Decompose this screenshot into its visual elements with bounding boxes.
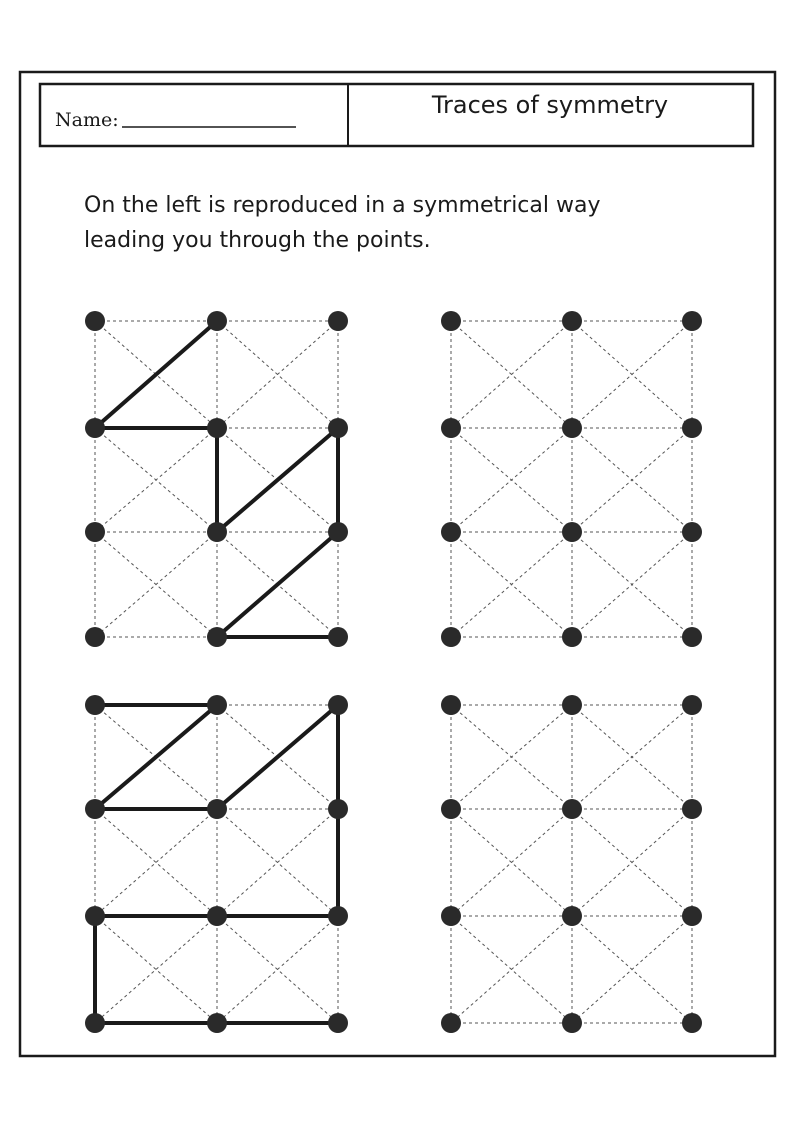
grid-dot[interactable] — [562, 906, 582, 926]
grid-dot — [207, 799, 227, 819]
grid-dot — [85, 311, 105, 331]
grid-dot[interactable] — [682, 522, 702, 542]
grid-dot[interactable] — [562, 311, 582, 331]
grid-dot[interactable] — [441, 799, 461, 819]
grid-dot — [328, 1013, 348, 1033]
grid-dot[interactable] — [682, 1013, 702, 1033]
grid-dot — [85, 695, 105, 715]
grid-dot[interactable] — [441, 418, 461, 438]
grid-dot — [85, 522, 105, 542]
grid-dot[interactable] — [441, 627, 461, 647]
grid-dot — [207, 418, 227, 438]
grid-dot[interactable] — [441, 311, 461, 331]
grid-dot[interactable] — [682, 627, 702, 647]
grid-dot — [207, 695, 227, 715]
grid-dot — [207, 311, 227, 331]
grid-dot — [85, 906, 105, 926]
grid-dot — [328, 799, 348, 819]
grid-dot — [328, 906, 348, 926]
grid-dot[interactable] — [441, 1013, 461, 1033]
grid-dot[interactable] — [562, 418, 582, 438]
worksheet-title: Traces of symmetry — [431, 91, 669, 119]
grid-dot — [207, 627, 227, 647]
grid-dot[interactable] — [441, 695, 461, 715]
grid-dot — [328, 311, 348, 331]
grid-dot — [328, 522, 348, 542]
grid-dot — [328, 627, 348, 647]
grid-dot — [328, 418, 348, 438]
grid-dot[interactable] — [682, 418, 702, 438]
name-label: Name: — [55, 109, 119, 131]
grid-dot[interactable] — [562, 627, 582, 647]
grid-dot[interactable] — [562, 799, 582, 819]
grid-dot — [85, 418, 105, 438]
grid-dot — [328, 695, 348, 715]
grid-dot[interactable] — [682, 906, 702, 926]
grid-dot[interactable] — [682, 311, 702, 331]
grid-dot[interactable] — [441, 906, 461, 926]
grid-dot — [85, 627, 105, 647]
grid-dot — [85, 1013, 105, 1033]
grid-dot[interactable] — [562, 1013, 582, 1033]
grid-dot[interactable] — [562, 695, 582, 715]
grid-dot — [207, 522, 227, 542]
instruction-line-1: On the left is reproduced in a symmetrical way — [84, 193, 601, 218]
grid-dot — [207, 906, 227, 926]
grid-dot[interactable] — [682, 799, 702, 819]
grid-dot[interactable] — [562, 522, 582, 542]
instruction-line-2: leading you through the points. — [84, 228, 431, 253]
grid-dot — [207, 1013, 227, 1033]
grid-dot — [85, 799, 105, 819]
grid-dot[interactable] — [682, 695, 702, 715]
grid-dot[interactable] — [441, 522, 461, 542]
